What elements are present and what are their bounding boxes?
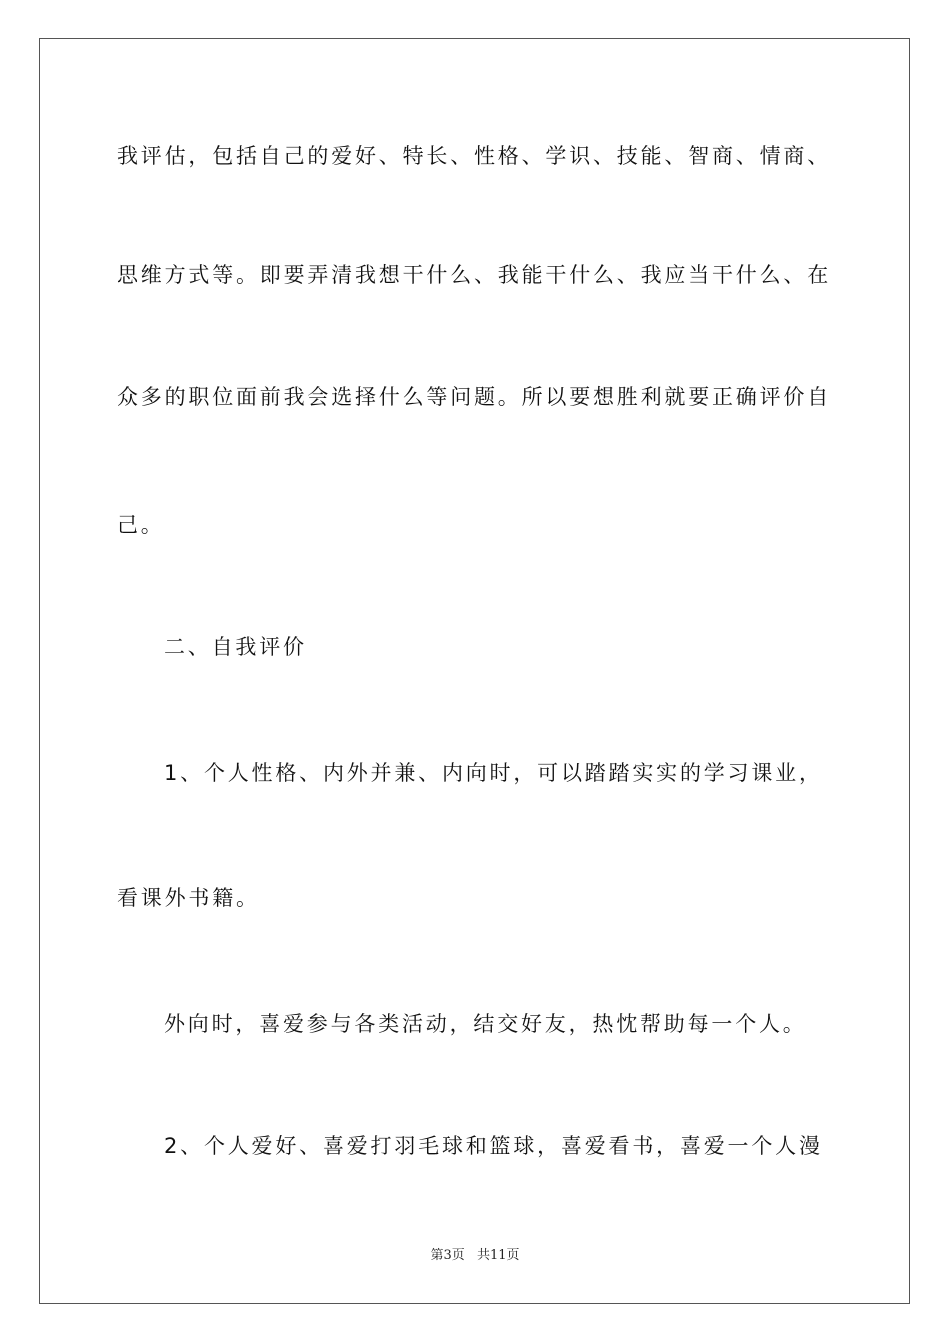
text-line-3: 众多的职位面前我会选择什么等问题。所以要想胜利就要正确评价自 bbox=[117, 385, 831, 409]
text-line-7: 看课外书籍。 bbox=[117, 886, 260, 910]
total-pages: 共11页 bbox=[476, 1248, 520, 1263]
page-footer bbox=[0, 1247, 950, 1265]
text-line-9: 2、个人爱好、喜爱打羽毛球和篮球，喜爱看书，喜爱一个人漫 bbox=[164, 1134, 823, 1158]
text-line-4: 己。 bbox=[117, 513, 165, 537]
text-line-1: 我评估，包括自己的爱好、特长、性格、学识、技能、智商、情商、 bbox=[117, 144, 831, 168]
page-border bbox=[39, 38, 910, 1304]
text-line-6: 1、个人性格、内外并兼、内向时，可以踏踏实实的学习课业， bbox=[164, 761, 823, 785]
text-line-8: 外向时，喜爱参与各类活动，结交好友，热忱帮助每一个人。 bbox=[164, 1012, 807, 1036]
current-page-number: 第3页 bbox=[430, 1248, 465, 1263]
text-line-2: 思维方式等。即要弄清我想干什么、我能干什么、我应当干什么、在 bbox=[117, 263, 831, 287]
section-heading: 二、自我评价 bbox=[164, 635, 307, 659]
